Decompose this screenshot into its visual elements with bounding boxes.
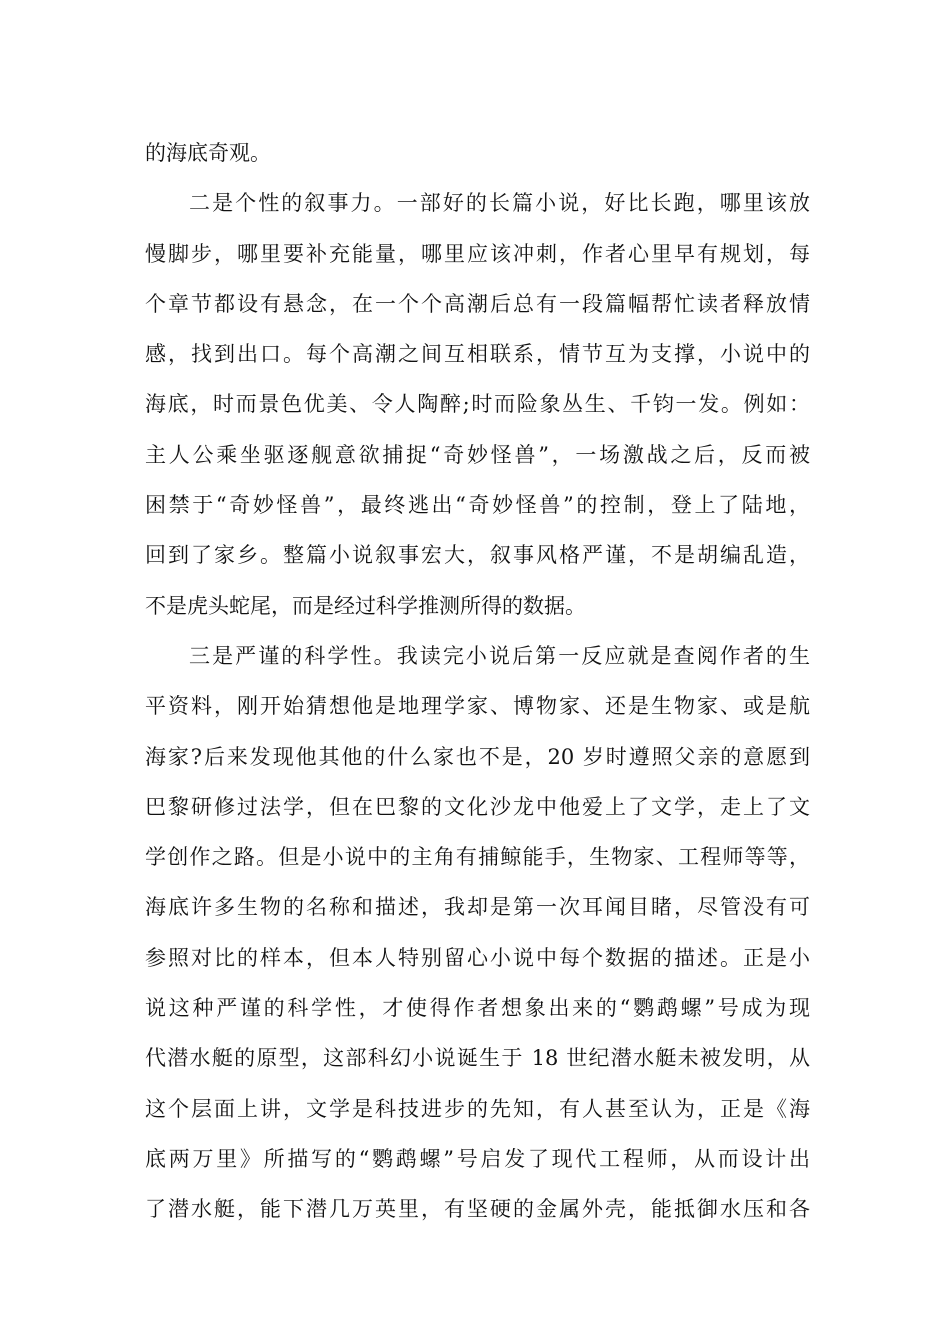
- text-line: 参照对比的样本，但本人特别留心小说中每个数据的描述。正是小: [145, 945, 810, 970]
- text-line: 的海底奇观。: [145, 141, 271, 165]
- text-line: 了潜水艇，能下潜几万英里，有坚硬的金属外壳，能抵御水压和各: [145, 1197, 810, 1222]
- text-line: 海家?后来发现他其他的什么家也不是，20 岁时遵照父亲的意愿到: [145, 744, 810, 769]
- text-line: 说这种严谨的科学性，才使得作者想象出来的“鹦鹉螺”号成为现: [145, 996, 810, 1021]
- text-line: 海底，时而景色优美、令人陶醉;时而险象丛生、千钧一发。例如：: [145, 392, 810, 417]
- text-line: 底两万里》所描写的“鹦鹉螺”号启发了现代工程师，从而设计出: [145, 1146, 810, 1171]
- text-line: 主人公乘坐驱逐舰意欲捕捉“奇妙怪兽”，一场激战之后，反而被: [145, 442, 810, 467]
- text-line: 回到了家乡。整篇小说叙事宏大，叙事风格严谨，不是胡编乱造，: [145, 543, 810, 568]
- text-line: 代潜水艇的原型，这部科幻小说诞生于 18 世纪潜水艇未被发明，从: [145, 1046, 810, 1071]
- text-line: 这个层面上讲，文学是科技进步的先知，有人甚至认为，正是《海: [145, 1096, 810, 1121]
- text-line: 二是个性的叙事力。一部好的长篇小说，好比长跑，哪里该放: [189, 191, 810, 216]
- document-body: [145, 128, 810, 1235]
- text-line: 巴黎研修过法学，但在巴黎的文化沙龙中他爱上了文学，走上了文: [145, 794, 810, 819]
- text-line: 个章节都设有悬念，在一个个高潮后总有一段篇幅帮忙读者释放情: [145, 291, 810, 316]
- text-line: 困禁于“奇妙怪兽”，最终逃出“奇妙怪兽”的控制，登上了陆地，: [145, 493, 810, 518]
- text-line: 不是虎头蛇尾，而是经过科学推测所得的数据。: [145, 593, 586, 618]
- text-line: 平资料，刚开始猜想他是地理学家、博物家、还是生物家、或是航: [145, 694, 810, 719]
- text-line: 慢脚步，哪里要补充能量，哪里应该冲刺，作者心里早有规划，每: [145, 241, 810, 266]
- text-line: 感，找到出口。每个高潮之间互相联系，情节互为支撑，小说中的: [145, 342, 810, 367]
- text-line: 三是严谨的科学性。我读完小说后第一反应就是查阅作者的生: [189, 643, 810, 668]
- text-line: 学创作之路。但是小说中的主角有捕鲸能手，生物家、工程师等等，: [145, 845, 810, 870]
- text-line: 海底许多生物的名称和描述，我却是第一次耳闻目睹，尽管没有可: [145, 895, 810, 920]
